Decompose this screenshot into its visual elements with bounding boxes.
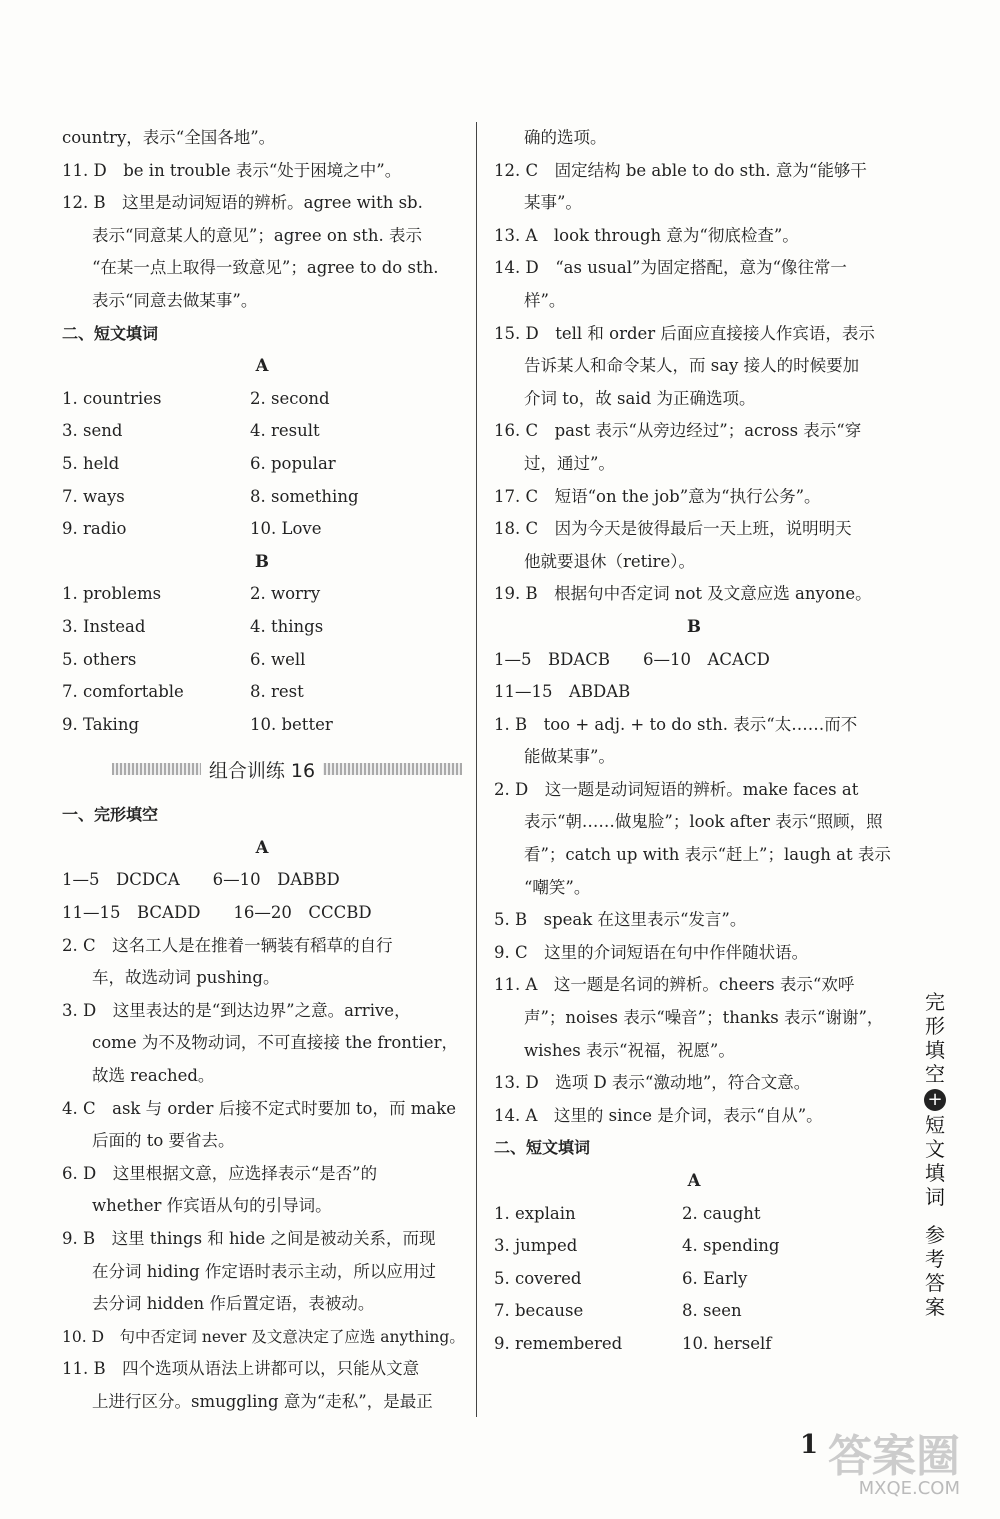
side-tab-part2: 短文填词: [925, 1113, 945, 1209]
answer-key-line: 1—5 DCDCA 6—10 DABBD: [62, 870, 340, 890]
section-heading: 一、完形填空: [62, 805, 159, 825]
answer-item: 8. rest: [250, 682, 304, 702]
answer-item: 10. better: [250, 714, 333, 734]
answer-item: 3. jumped: [494, 1236, 578, 1256]
note-line: 11. B 四个选项从语法上讲都可以，只能从文意: [62, 1359, 420, 1379]
text-line: country，表示“全国各地”。: [62, 128, 276, 147]
side-tab: [920, 990, 950, 1319]
answer-item: 6. well: [250, 649, 306, 669]
answer-item: 3. Instead: [62, 616, 146, 636]
answer-item: 6. popular: [250, 453, 336, 473]
note-line: 去分词 hidden 作后置定语，表被动。: [92, 1294, 375, 1314]
answer-item: 1. problems: [62, 584, 162, 604]
answer-pair: [62, 448, 462, 481]
side-tab-part1: 完形填空: [925, 990, 945, 1086]
answer-item: 9. Taking: [62, 714, 140, 734]
text-line: 11. D be in trouble 表示“处于困境之中”。: [62, 160, 402, 180]
left-column: [62, 122, 465, 1419]
note-line: 看”；catch up with 表示“赶上”；laugh at 表示: [524, 845, 891, 865]
note-line: 能做某事”。: [524, 747, 615, 767]
answer-pair: [62, 611, 462, 644]
right-column: [494, 122, 894, 1361]
watermark: 答案圈: [828, 1431, 960, 1482]
answer-pair: [494, 1263, 894, 1296]
note-line: 上进行区分。smuggling 意为“走私”，是最正: [92, 1391, 433, 1411]
text-line: 12. B 这里是动词短语的辨析。agree with sb.: [62, 193, 423, 213]
part-label: B: [255, 551, 269, 571]
answer-item: 6. Early: [682, 1268, 748, 1288]
answer-item: 10. Love: [250, 519, 322, 539]
answer-item: 2. worry: [250, 584, 321, 604]
answer-item: 4. result: [250, 421, 320, 441]
note-line: 声”；noises 表示“噪音”；thanks 表示“谢谢”，: [524, 1008, 884, 1028]
text-line: 介词 to，故 said 为正确选项。: [524, 388, 756, 408]
column-divider: [476, 122, 477, 1417]
part-label: A: [255, 356, 269, 376]
plus-icon: +: [924, 1089, 946, 1111]
answer-item: 7. because: [494, 1301, 584, 1321]
note-line: wishes 表示“祝福，祝愿”。: [524, 1040, 735, 1060]
note-line: “嘲笑”。: [524, 877, 591, 897]
answer-pair: [494, 1198, 894, 1231]
answer-item: 4. spending: [682, 1236, 780, 1256]
answer-item: 2. second: [250, 388, 330, 408]
part-label: B: [687, 616, 701, 636]
answer-item: 9. radio: [62, 519, 127, 539]
answer-item: 5. others: [62, 649, 137, 669]
note-line: 10. D 句中否定词 never 及文意决定了应选 anything。: [62, 1327, 465, 1346]
text-line: 16. C past 表示“从旁边经过”；across 表示“穿: [494, 421, 862, 441]
answer-item: 5. held: [62, 453, 120, 473]
note-line: come 为不及物动词，不可直接接 the frontier，: [92, 1033, 458, 1053]
page-number: 1: [800, 1430, 819, 1460]
text-line: 样”。: [524, 290, 566, 310]
text-line: 14. D “as usual”为固定搭配，意为“像往常一: [494, 258, 847, 278]
answer-pair: [62, 676, 462, 709]
section-heading: 二、短文填词: [62, 323, 159, 343]
answer-item: 9. remembered: [494, 1333, 623, 1353]
answer-pair: [62, 383, 462, 416]
note-line: 13. D 选项 D 表示“激动地”，符合文意。: [494, 1073, 811, 1093]
answer-pair: [494, 1328, 894, 1361]
note-line: 11. A 这一题是名词的辨析。cheers 表示“欢呼: [494, 975, 855, 995]
note-line: 故选 reached。: [92, 1066, 215, 1086]
note-line: 1. B too + adj. + to do sth. 表示“太……而不: [494, 714, 858, 734]
note-line: 在分词 hiding 作定语时表示主动，所以应用过: [92, 1261, 436, 1281]
answer-pair: [62, 415, 462, 448]
answer-item: 8. seen: [682, 1301, 742, 1321]
answer-item: 2. caught: [682, 1203, 761, 1223]
note-line: 6. D 这里根据文意，应选择表示“是否”的: [62, 1163, 378, 1183]
part-label: A: [255, 837, 269, 857]
answer-item: 4. things: [250, 616, 324, 636]
note-line: 2. D 这一题是动词短语的辨析。make faces at: [494, 779, 859, 799]
answer-item: 7. comfortable: [62, 682, 184, 702]
section-heading: 二、短文填词: [494, 1138, 591, 1158]
note-line: 2. C 这名工人是在推着一辆装有稻草的自行: [62, 935, 393, 955]
answer-pair: [62, 481, 462, 514]
text-line: 过，通过”。: [524, 453, 615, 473]
text-line: 某事”。: [524, 193, 582, 213]
text-line: 表示“同意某人的意见”；agree on sth. 表示: [92, 225, 422, 245]
note-line: 后面的 to 要省去。: [92, 1131, 235, 1151]
text-line: “在某一点上取得一致意见”；agree to do sth.: [92, 258, 439, 278]
text-line: 13. A look through 意为“彻底检查”。: [494, 225, 799, 245]
exercise-title: 组合训练 16: [201, 756, 323, 783]
text-line: 确的选项。: [524, 128, 607, 147]
answer-key-line: 1—5 BDACB 6—10 ACACD: [494, 649, 770, 669]
note-line: 3. D 这里表达的是“到达边界”之意。arrive，: [62, 1000, 411, 1020]
exercise-title-bar: [62, 747, 462, 791]
watermark-url: MXQE.COM: [858, 1478, 960, 1499]
text-line: 表示“同意去做某事”。: [92, 290, 258, 310]
note-line: 9. C 这里的介词短语在句中作伴随状语。: [494, 942, 809, 962]
answer-pair: [62, 644, 462, 677]
answer-item: 3. send: [62, 421, 123, 441]
answer-item: 1. countries: [62, 388, 162, 408]
answer-key-line: 11—15 BCADD 16—20 CCCBD: [62, 903, 372, 923]
answer-pair: [62, 513, 462, 546]
note-line: 车，故选动词 pushing。: [92, 968, 280, 988]
text-line: 15. D tell 和 order 后面应直接接人作宾语，表示: [494, 323, 875, 343]
note-line: whether 作宾语从句的引导词。: [92, 1196, 332, 1216]
part-label: A: [687, 1171, 701, 1190]
answer-pair: [494, 1295, 894, 1328]
answer-item: 1. explain: [494, 1203, 576, 1223]
text-line: 告诉某人和命令某人，而 say 接人的时候要加: [524, 356, 860, 376]
text-line: 他就要退休（retire）。: [524, 551, 695, 571]
note-line: 14. A 这里的 since 是介词，表示“自从”。: [494, 1105, 823, 1125]
text-line: 18. C 因为今天是彼得最后一天上班，说明明天: [494, 519, 852, 539]
answer-item: 7. ways: [62, 486, 125, 506]
answer-pair: [62, 578, 462, 611]
note-line: 9. B 这里 things 和 hide 之间是被动关系，而现: [62, 1229, 436, 1248]
text-line: 17. C 短语“on the job”意为“执行公务”。: [494, 486, 821, 506]
text-line: 12. C 固定结构 be able to do sth. 意为“能够干: [494, 160, 867, 180]
answer-pair: [62, 709, 462, 742]
note-line: 4. C ask 与 order 后接不定式时要加 to，而 make: [62, 1098, 456, 1118]
answer-item: 8. something: [250, 486, 359, 506]
answer-key-line: 11—15 ABDAB: [494, 682, 631, 702]
answer-item: 10. herself: [682, 1333, 772, 1353]
answer-item: 5. covered: [494, 1268, 582, 1288]
side-tab-part3: 参考答案: [925, 1223, 945, 1319]
note-line: 表示“朝……做鬼脸”；look after 表示“照顾，照: [524, 812, 883, 832]
note-line: 5. B speak 在这里表示“发言”。: [494, 910, 747, 930]
text-line: 19. B 根据句中否定词 not 及文意应选 anyone。: [494, 584, 872, 604]
answer-pair: [494, 1230, 894, 1263]
